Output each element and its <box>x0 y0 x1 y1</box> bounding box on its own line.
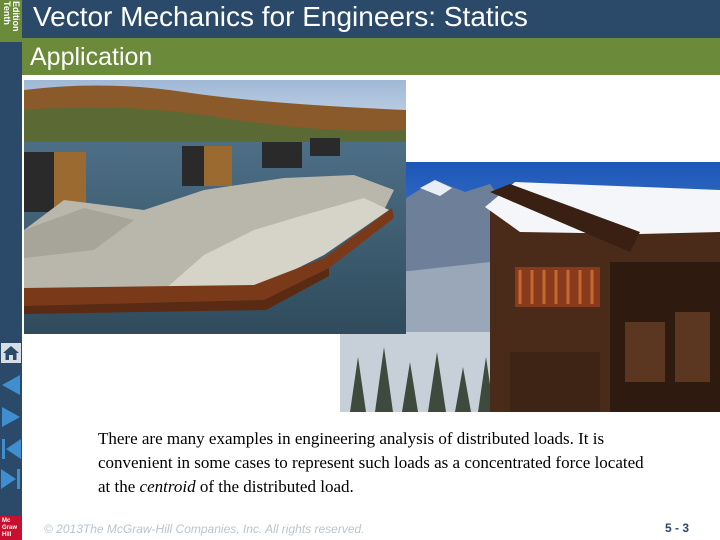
slide-title: Application <box>30 43 153 71</box>
first-slide-icon <box>0 436 22 462</box>
edition-line-2: Edition <box>11 1 21 32</box>
previous-slide-button[interactable] <box>0 372 22 398</box>
edition-label <box>0 0 22 42</box>
logo-line-1: Mc <box>2 518 11 524</box>
home-icon <box>0 340 22 366</box>
next-slide-button[interactable] <box>0 404 22 430</box>
edition-line-1: Tenth <box>2 1 12 25</box>
header-bar <box>22 0 720 38</box>
copyright-notice: © 2013The McGraw-Hill Companies, Inc. All rights reserved. <box>44 522 365 536</box>
last-slide-button[interactable] <box>0 466 22 492</box>
logo-line-2: Graw <box>2 525 18 531</box>
slide-caption <box>98 427 658 499</box>
caption-emphasis: centroid <box>139 477 196 496</box>
subheader-bar <box>22 38 720 75</box>
caption-text-end: of the distributed load. <box>195 477 354 496</box>
page-title: Vector Mechanics for Engineers: Statics <box>33 1 528 32</box>
forward-arrow-icon <box>0 404 22 430</box>
gravel-barge-photo <box>24 80 406 334</box>
mcgraw-hill-logo <box>0 516 22 540</box>
back-arrow-icon <box>0 372 22 398</box>
caption-text: There are many examples in engineering analysis of distributed loads. It is convenient in some cases to represent such loads as a concentrated force located at the <box>98 429 644 496</box>
page-number: 5 - 3 <box>665 521 690 535</box>
home-button[interactable] <box>0 340 22 366</box>
first-slide-button[interactable] <box>0 436 22 462</box>
logo-line-3: Hill <box>2 532 12 538</box>
last-slide-icon <box>0 466 22 492</box>
